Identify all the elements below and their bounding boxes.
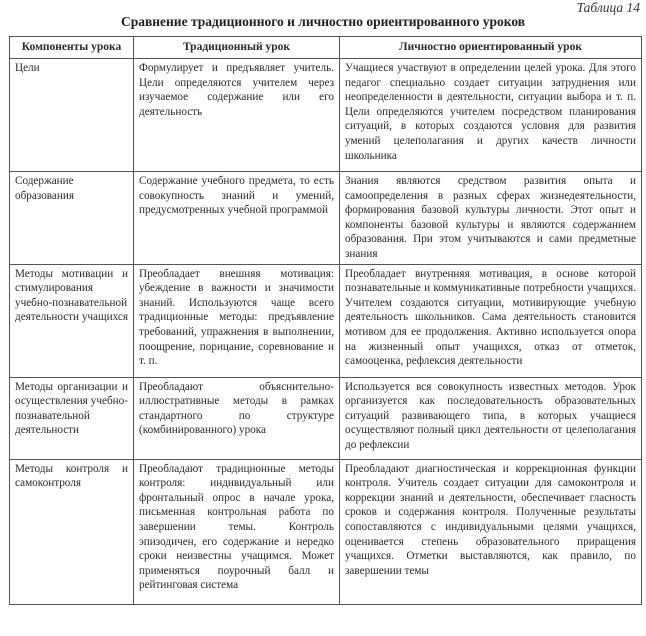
personal-cell: Знания являются средством развития опыта и самоопределения в разных сферах жизнедеятельности, формирования базовой культуры личности. Этот опыт и компоненты базовой культуры и являются содержанием образования. При этом учитываются и сами предметные знания xyxy=(340,172,642,265)
table-row xyxy=(10,459,642,604)
table-row xyxy=(10,264,642,377)
component-cell: Методы мотивации и стимулирования учебно-познавательной деятельности учащихся xyxy=(10,264,134,377)
header-traditional: Традиционный урок xyxy=(134,37,340,59)
personal-cell: Преобладают диагностическая и коррекционная функции контроля. Учитель создает ситуации для самоконтроля и коррекции знаний и деятельности, обеспечивает гласность сроков и содержания контроля. Полученные результаты сопоставляются с индивидуальными целями учащихся, оценивается степень образовательного приращения учащихся. Отметки выставляются, как правило, по завершении темы xyxy=(340,459,642,604)
table-title: Сравнение традиционного и личностно ориентированного уроков xyxy=(120,14,526,29)
traditional-cell: Преобладают традиционные методы контроля: индивидуальный или фронтальный опрос в начале урока, письменная контрольная работа по завершении темы. Контроль эпизодичен, его содержание и нередко сроки неизвестны учащимся. Может применяться поурочный балл и рейтинговая система xyxy=(134,459,340,604)
header-components: Компоненты урока xyxy=(10,37,134,59)
traditional-cell: Преобладают объяснительно-иллюстративные методы в рамках стандартного по структуре (комбинированного) урока xyxy=(134,377,340,459)
traditional-cell: Содержание учебного предмета, то есть совокупность знаний и умений, предусмотренных учебной программой xyxy=(134,172,340,265)
component-cell: Содержание образования xyxy=(10,172,134,265)
header-personal: Личностно ориентированный урок xyxy=(340,37,642,59)
component-cell: Методы организации и осуществления учебно-познавательной деятельности xyxy=(10,377,134,459)
table-row xyxy=(10,172,642,265)
component-cell: Методы контроля и самоконтроля xyxy=(10,459,134,604)
traditional-cell: Формулирует и предъявляет учитель. Цели определяются учителем через изучаемое содержание или его деятельность xyxy=(134,59,340,172)
table-row xyxy=(10,377,642,459)
personal-cell: Используется вся совокупность известных методов. Урок организуется как последовательность образовательных ситуаций развивающего типа, в которых учащиеся осуществляют полный цикл деятельности от целеполагания до рефлексии xyxy=(340,377,642,459)
component-cell: Цели xyxy=(10,59,134,172)
table-header-row xyxy=(10,37,642,59)
table-number: Таблица 14 xyxy=(576,0,640,15)
comparison-table xyxy=(9,36,642,605)
personal-cell: Учащиеся участвуют в определении целей урока. Для этого педагог специально создает ситуации затруднения или неопределенности в деятельности, ситуации выбора и т. п. Цели определяются учителем посредством планирования ситуаций, в которых создаются условия для развития умений целеполагания и других качеств личности школьника xyxy=(340,59,642,172)
personal-cell: Преобладает внутренняя мотивация, в основе которой познавательные и коммуникативные потребности учащихся. Учителем создаются ситуации, мотивирующие учебную деятельность школьников. Сама деятельность становится мотивом для ее продолжения. Активно используется опора на жизненный опыт учащихся, отказ от отметок, самооценка, рефлексия деятельности xyxy=(340,264,642,377)
traditional-cell: Преобладает внешняя мотивация: убеждение в важности и значимости знаний. Используются чаще всего традиционные методы: предъявление требований, упражнения в выполнении, поощрение, порицание, соревнование и т. п. xyxy=(134,264,340,377)
table-row xyxy=(10,59,642,172)
